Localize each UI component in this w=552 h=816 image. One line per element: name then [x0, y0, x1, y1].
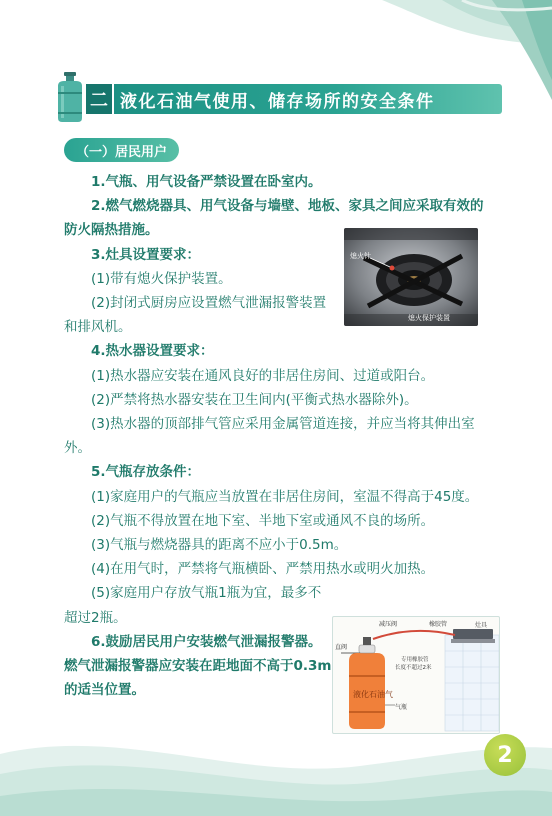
bottom-wave-decoration — [0, 726, 552, 816]
label-regulator: 减压阀 — [379, 621, 398, 628]
item-5-4: (4)在用气时，严禁将气瓶横卧、严禁用热水或明火加热。 — [91, 561, 435, 578]
item-1: 1.气瓶、用气设备严禁设置在卧室内。 — [91, 174, 322, 190]
item-4-2: (2)严禁将热水器安装在卫生间内(平衡式热水器除外)。 — [91, 391, 418, 408]
section-number: 二 — [86, 84, 114, 114]
item-6: 6.鼓励居民用户安装燃气泄漏报警器。燃气泄漏报警器应安装在距地面不高于0.3m的适当位置。 — [64, 633, 332, 699]
stove-label-device: 熄火保护装置 — [408, 314, 450, 322]
item-5-5: (5)家庭用户存放气瓶1瓶为宜，最多不超过2瓶。 — [64, 585, 322, 626]
item-2: 2.燃气燃烧器具、用气设备与墙壁、地板、家具之间应采取有效的防火隔热措施。 — [64, 198, 484, 239]
item-4-3: (3)热水器的顶部排气管应采用金属管道连接，并应当将其伸出室外。 — [64, 416, 475, 457]
item-5-3: (3)气瓶与燃烧器具的距离不应小于0.5m。 — [91, 537, 348, 554]
label-stove: 灶具 — [475, 622, 488, 629]
subsection-label: （一）居民用户 — [64, 138, 179, 162]
stove-photo — [344, 228, 478, 326]
gas-cylinder-icon — [52, 72, 88, 124]
label-hose: 橡胶管 — [429, 621, 448, 628]
item-5-2: (2)气瓶不得放置在地下室、半地下室或通风不良的场所。 — [91, 512, 435, 529]
tank-text: 液化石油气 — [353, 690, 393, 699]
item-4-1: (1)热水器应安装在通风良好的非居住房间、过道或阳台。 — [91, 367, 435, 384]
item-5-heading: 5.气瓶存放条件： — [91, 464, 201, 481]
item-3-1: (1)带有熄火保护装置。 — [91, 270, 232, 287]
item-4-heading: 4.热水器设置要求： — [91, 343, 214, 360]
stove-burner-image — [344, 228, 478, 326]
stove-label-needle: 熄火针 — [350, 252, 371, 260]
item-3-heading: 3.灶具设置要求： — [91, 246, 201, 263]
section-header — [52, 72, 502, 124]
page-number: 2 — [484, 734, 526, 776]
label-gas: 气瓶 — [395, 704, 408, 711]
gas-connection-illustration — [333, 617, 500, 734]
section-title: 液化石油气使用、储存场所的安全条件 — [120, 91, 435, 112]
item-3-2: (2)封闭式厨房应设置燃气泄漏报警装置和排风机。 — [64, 295, 327, 336]
gas-cylinder-diagram — [332, 616, 500, 734]
label-hose-spec: 专用橡胶管 — [401, 657, 429, 663]
label-pipe: 直阀 — [335, 644, 348, 651]
label-hose-length: 长度不超过2米 — [395, 665, 432, 671]
section-title-bar — [86, 84, 502, 114]
item-5-1: (1)家庭用户的气瓶应当放置在非居住房间，室温不得高于45度。 — [91, 488, 479, 505]
